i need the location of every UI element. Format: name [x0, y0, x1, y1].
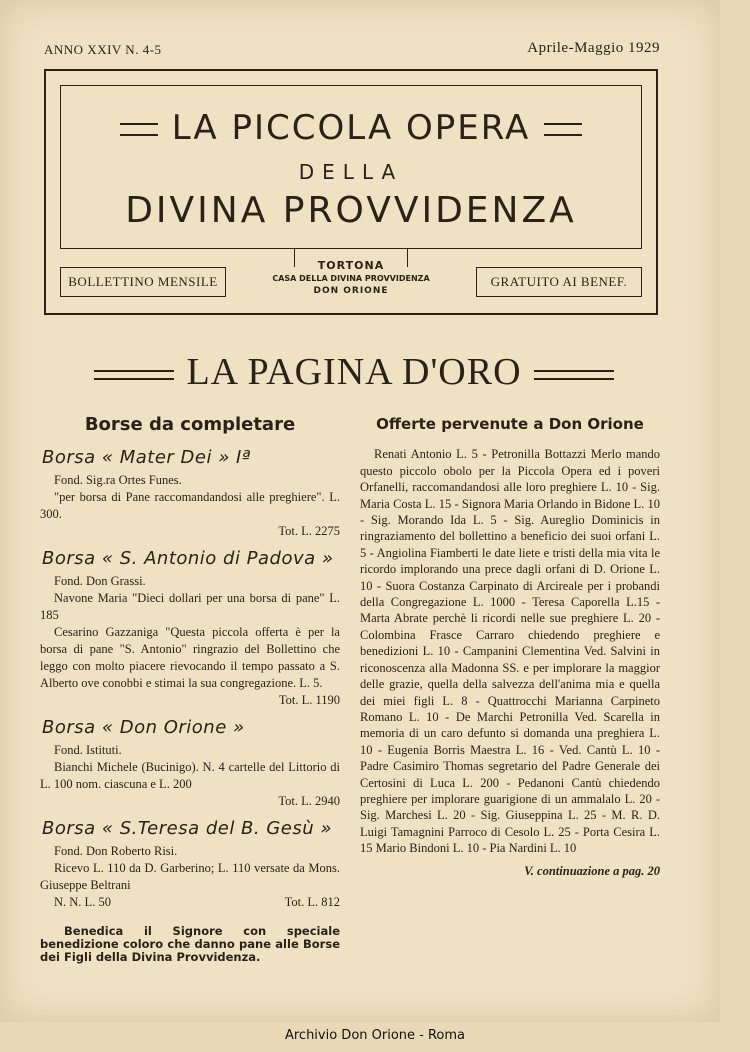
title-rule-left: [120, 123, 158, 136]
right-column: [360, 416, 660, 879]
borsa-entry: Navone Maria "Dieci dollari per una borsa di pane" L. 185: [40, 591, 340, 622]
borsa-entry: Ricevo L. 110 da D. Garberino; L. 110 versate da Mons. Giuseppe Beltrani: [40, 861, 340, 892]
masthead: [44, 69, 658, 315]
right-column-heading: Offerte pervenute a Don Orione: [376, 415, 644, 433]
headline-text: LA PAGINA D'ORO: [186, 351, 522, 393]
left-column-heading: Borse da completare: [84, 414, 296, 435]
publisher-name: DON ORIONE: [313, 286, 389, 296]
title-line1-text: LA PICCOLA OPERA: [171, 108, 531, 148]
masthead-title-line3: DIVINA PROVVIDENZA: [125, 190, 577, 231]
title-rule-right: [544, 123, 582, 136]
borsa-founder: Fond. Sig.ra Ortes Funes.: [54, 473, 182, 487]
borsa-title: Borsa « Mater Dei » Iª: [42, 447, 251, 468]
borsa-total: Tot. L. 2275: [278, 524, 340, 538]
headline-rule-right: [534, 370, 614, 380]
masthead-bottom: [60, 249, 642, 303]
publisher-city: TORTONA: [317, 259, 385, 272]
borsa-founder: Fond. Istituti.: [54, 743, 122, 757]
borsa-total: Tot. L. 2940: [278, 794, 340, 808]
borsa-title: Borsa « S.Teresa del B. Gesù »: [42, 818, 332, 839]
borsa-entry: Bianchi Michele (Bucinigo). N. 4 cartelle del Littorio di L. 100 nom. ciascuna e L. 200: [40, 760, 340, 791]
issue-number: ANNO XXIV N. 4-5: [44, 42, 162, 57]
page-headline: [54, 350, 654, 394]
archive-footer: Archivio Don Orione - Roma: [284, 1028, 466, 1043]
borsa-total: Tot. L. 812: [284, 895, 340, 909]
masthead-title-line1: [61, 108, 641, 148]
masthead-title-frame: [60, 85, 642, 249]
free-box: GRATUITO AI BENEF.: [476, 267, 642, 297]
left-column: [40, 416, 340, 964]
bulletin-box: BOLLETTINO MENSILE: [60, 267, 226, 297]
borsa-title: Borsa « S. Antonio di Padova »: [42, 548, 334, 569]
borsa-total: Tot. L. 1190: [278, 693, 340, 707]
blessing-note: Benedica il Signore con speciale benedizione coloro che danno pane alle Borse dei Figli della Divina Provvidenza.: [40, 924, 340, 964]
borsa-entry-nn: N. N. L. 50: [54, 895, 111, 909]
publisher-house: CASA DELLA DIVINA PROVVIDENZA: [272, 274, 430, 283]
continuation-note: V. continuazione a pag. 20: [524, 863, 660, 878]
masthead-title-line2: DELLA: [298, 160, 404, 184]
borsa-entry: Cesarino Gazzaniga "Questa piccola offerta è per la borsa di pane "S. Antonio" ringrazio del Bollettino che leggo con molto piacere rievocando il tempo passato a S. Alberto ove conobbi e stimai la sua congregazione. L. 5.: [40, 625, 340, 690]
borsa-entry: "per borsa di Pane raccomandandosi alle preghiere". L. 300.: [40, 490, 340, 521]
headline-rule-left: [94, 370, 174, 380]
borsa-title: Borsa « Don Orione »: [42, 717, 245, 738]
borsa-founder: Fond. Don Grassi.: [54, 574, 146, 588]
issue-date: Aprile-Maggio 1929: [527, 40, 660, 56]
offerings-list: Renati Antonio L. 5 - Petronilla Bottazzi Merlo mando questo piccolo obolo per la Piccola Opera ed i poveri Orfanelli, raccomandandosi alle loro preghiere L. 10 - Sig. Maria Costa L. 15 - Signora Maria Orlando in Bidone L. 10 - Sig. Morando Ida L. 5 - Sig. Aureglio Dominicis in ringraziamento del bollettino a beneficio dei suoi orfani L. 5 - Angiolina Fiamberti le date liete e tristi della mia vita le ricordo implorando una prece dagli orfani di D. Orione L. 10 - Suora Costanza Carpinato di Arcireale per i probandi della Congregazione L. 1000 - Teresa Caporella L.15 - Marta Abrate perchè li ricordi nelle sue preghiere L. 20 - Colombina Frasce Carraro chiedendo preghiere e benedizioni L. 10 - Campanini Clementina Ved. Salvini in riconoscenza alla Madonna SS. e per implorare la maggior delle grazie, quella della salvezza dell'anima mia e quella dei miei figli L. 8 - Quattrocchi Marianna Carpineto Romano L. 10 - De Marchi Petronilla Ved. Scarella in memoria di un caro defunto si domanda una preghiera L. 10 - Eugenia Borris Maestra L. 16 - Ved. Cantù L. 10 - Padre Casimiro Thomas segretario del Padre Generale dei Certosini di Luca L. 200 - Pedanoni Cantù chiedendo preghiere per implorare guarigione di un ammalalo L. 20 - Sig. Marchesi L. 20 - Sig. Giuseppina L. 25 - M. R. D. Luigi Tamagnini Parroco di Cesolo L. 25 - Porta Cesira L. 15 Mario Bindoni L. 10 - Pia Nardini L. 10: [360, 447, 660, 856]
borsa-total-row: [40, 894, 340, 911]
publisher-block: [240, 259, 462, 298]
borsa-founder: Fond. Don Roberto Risi.: [54, 844, 178, 858]
